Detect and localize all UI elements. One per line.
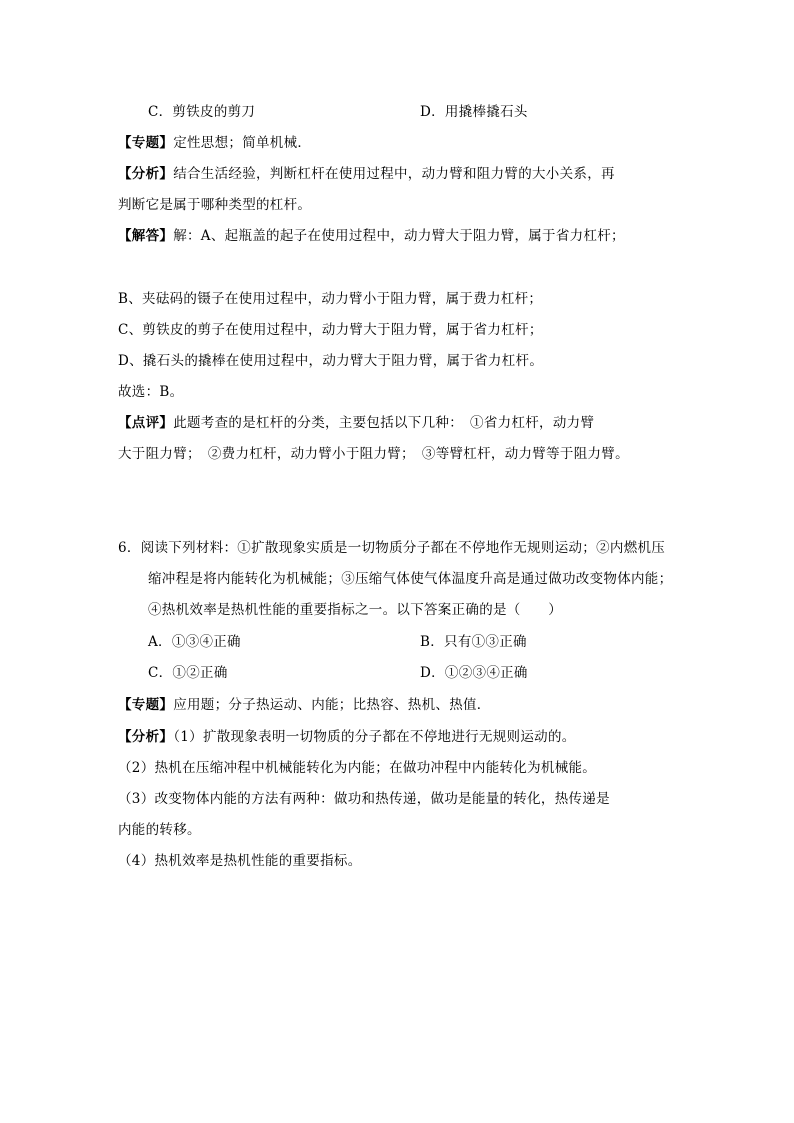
prev-choice: 故选：B。 [118, 384, 184, 400]
prev-answer-line1 [118, 227, 625, 245]
answer-tag: 【解答】 [118, 228, 174, 244]
answer-text: 解：A、起瓶盖的起子在使用过程中，动力臂大于阻力臂，属于省力杠杆； [173, 228, 625, 244]
analysis-tag: 【分析】 [118, 729, 174, 745]
q6-option-d: D．①②③④正确 [420, 665, 528, 681]
prev-answer-line2: B、夹砝码的镊子在使用过程中，动力臂小于阻力臂，属于费力杠杆； [118, 291, 543, 307]
q6-stem-line2: 缩冲程是将内能转化为机械能；③压缩气体使气体温度升高是通过做功改变物体内能； [148, 571, 673, 587]
prev-analysis-line1 [118, 165, 615, 183]
q6-analysis-line4: 内能的转移。 [118, 822, 201, 838]
topic-text: 定性思想；简单机械． [173, 135, 312, 151]
analysis-text: 结合生活经验，判断杠杆在使用过程中，动力臂和阻力臂的大小关系，再 [173, 166, 615, 182]
prev-topic-line [118, 134, 311, 152]
q6-option-a: A．①③④正确 [148, 634, 241, 650]
topic-text: 应用题；分子热运动、内能；比热容、热机、热值． [173, 697, 491, 713]
q6-stem-line3: ④热机效率是热机性能的重要指标之一。以下答案正确的是（ ） [148, 602, 562, 618]
prev-analysis-line2: 判断它是属于哪种类型的杠杆。 [118, 197, 312, 213]
comment-text: 此题考查的是杠杆的分类，主要包括以下几种： ①省力杠杆，动力臂 [173, 415, 595, 431]
q6-option-b: B．只有①③正确 [420, 634, 527, 650]
q6-analysis-line1 [118, 728, 576, 746]
topic-tag: 【专题】 [118, 697, 174, 713]
analysis-text: （1）扩散现象表明一切物质的分子都在不停地进行无规则运动的。 [173, 729, 576, 745]
prev-comment-line2: 大于阻力臂； ②费力杠杆，动力臂小于阻力臂； ③等臂杠杆，动力臂等于阻力臂。 [118, 446, 629, 462]
q6-stem-line1: 6．阅读下列材料：①扩散现象实质是一切物质分子都在不停地作无规则运动；②内燃机压 [118, 540, 666, 556]
prev-option-d: D．用撬棒撬石头 [420, 104, 528, 120]
comment-tag: 【点评】 [118, 415, 174, 431]
q6-analysis-line2: （2）热机在压缩冲程中机械能转化为内能；在做功冲程中内能转化为机械能。 [118, 760, 597, 776]
topic-tag: 【专题】 [118, 135, 174, 151]
analysis-tag: 【分析】 [118, 166, 174, 182]
q6-analysis-line3: （3）改变物体内能的方法有两种：做功和热传递，做功是能量的转化，热传递是 [118, 791, 610, 807]
prev-comment-line1 [118, 414, 594, 432]
prev-option-c: C．剪铁皮的剪刀 [148, 104, 256, 120]
q6-topic-line [118, 696, 491, 714]
prev-answer-line3: C、剪铁皮的剪子在使用过程中，动力臂大于阻力臂，属于省力杠杆； [118, 322, 543, 338]
q6-analysis-line5: （4）热机效率是热机性能的重要指标。 [118, 853, 362, 869]
prev-answer-line4: D、撬石头的撬棒在使用过程中，动力臂大于阻力臂，属于省力杠杆。 [118, 353, 544, 369]
q6-option-c: C．①②正确 [148, 665, 228, 681]
